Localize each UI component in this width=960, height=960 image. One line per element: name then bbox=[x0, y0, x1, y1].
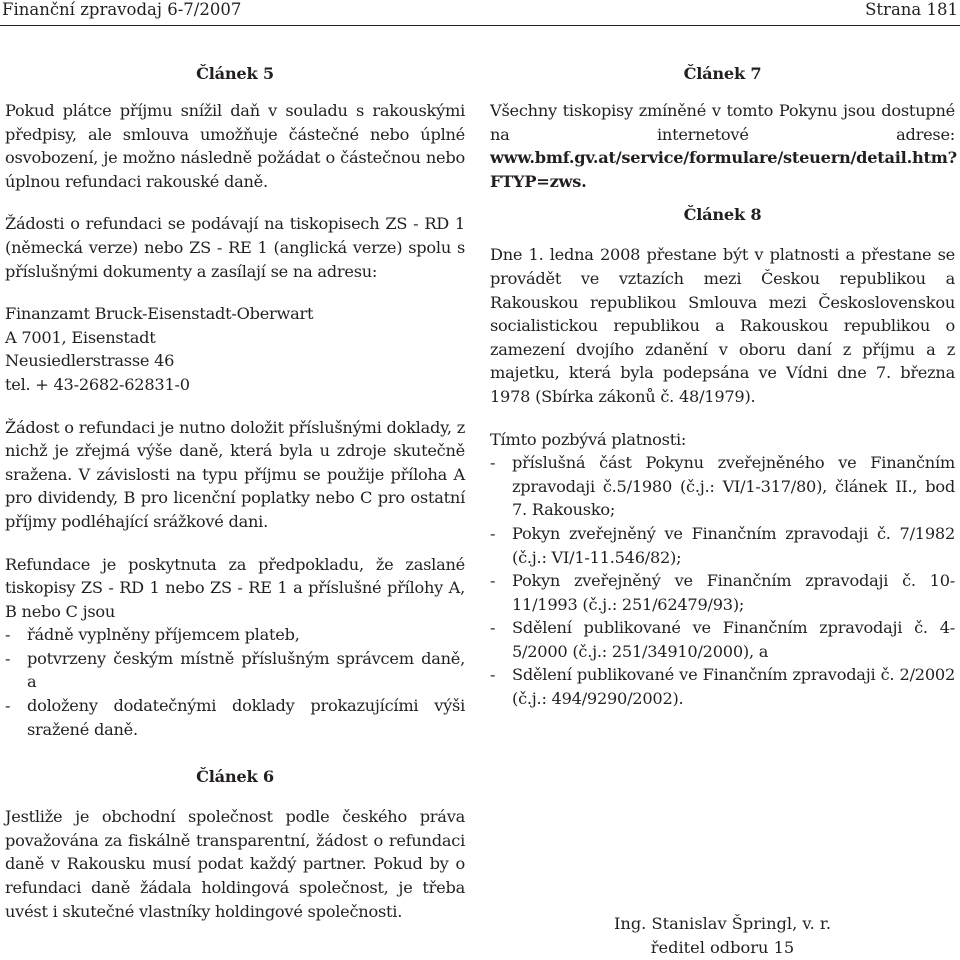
list-item bbox=[490, 522, 955, 569]
address-line: Finanzamt Bruck-Eisenstadt-Oberwart bbox=[5, 304, 314, 324]
list-marker: - bbox=[5, 625, 11, 645]
list-marker: - bbox=[5, 696, 11, 716]
list-item bbox=[5, 694, 465, 741]
list-marker: - bbox=[490, 571, 496, 591]
list-item-text: doloženy dodatečnými doklady prokazujícími výši sražené daně. bbox=[27, 696, 465, 739]
article-7-heading: Článek 7 bbox=[683, 64, 762, 83]
list-item bbox=[490, 663, 955, 710]
list-item bbox=[490, 616, 955, 663]
signature-block bbox=[490, 912, 955, 959]
address-line: A 7001, Eisenstadt bbox=[5, 327, 156, 347]
list-item-text: příslušná část Pokynu zveřejněného ve Finančním zpravodaji č.5/1980 (č.j.: VI/1-317/80), článek II., bod 7. Rakousko; bbox=[512, 453, 955, 520]
list-item bbox=[5, 647, 465, 694]
publication-title: Finanční zpravodaj 6-7/2007 bbox=[2, 0, 242, 19]
article-5-heading: Článek 5 bbox=[196, 64, 274, 83]
list-marker: - bbox=[5, 648, 11, 668]
list-marker: - bbox=[490, 618, 496, 638]
address-block bbox=[5, 302, 465, 396]
article-5-list bbox=[5, 623, 465, 741]
article-7-paragraph bbox=[490, 99, 955, 193]
article-6-heading: Článek 6 bbox=[196, 767, 274, 787]
page-number: Strana 181 bbox=[865, 0, 958, 19]
list-item-text: potvrzeny českým místně příslušným správcem daně, a bbox=[27, 648, 465, 692]
left-column bbox=[5, 60, 465, 923]
signatory-title: ředitel odboru 15 bbox=[650, 937, 795, 957]
list-item bbox=[5, 623, 465, 647]
address-line: Neusiedlerstrasse 46 bbox=[5, 351, 175, 371]
article-8-heading: Článek 8 bbox=[683, 205, 762, 225]
article-8-paragraph-1: Dne 1. ledna 2008 přestane být v platnosti a přestane se provádět ve vztazích mezi Českou republikou a Rakouskou republikou Smlouva mezi Československou socialistickou republikou a Rakouskou republikou o zamezení dvojího zdanění v oboru daní z příjmu a z majetku, která byla podepsána ve Vídni dne 7. března 1978 (Sbírka zákonů č. 48/1979). bbox=[490, 245, 955, 406]
article-5-paragraph-1: Pokud plátce příjmu snížil daň v souladu s rakouskými předpisy, ale smlouva umožňuje částečné nebo úplné osvobození, je možno následně požádat o částečnou nebo úplnou refundaci rakouské daně. bbox=[5, 101, 465, 191]
article-5-paragraph-2: Žádosti o refundaci se podávají na tiskopisech ZS - RD 1 (německá verze) nebo ZS - RE 1 (anglická verze) spolu s příslušnými dokumenty a zasílají se na adresu: bbox=[5, 214, 465, 281]
article-5-paragraph-4: Refundace je poskytnuta za předpokladu, že zaslané tiskopisy ZS - RD 1 nebo ZS - RE 1 a příslušné přílohy A, B nebo C jsou bbox=[5, 554, 465, 621]
list-marker: - bbox=[490, 665, 496, 685]
forms-url-link[interactable]: www.bmf.gv.at/service/formulare/steuern/detail.htm?FTYP=zws. bbox=[490, 148, 957, 191]
list-item-text: řádně vyplněny příjemcem plateb, bbox=[27, 625, 300, 645]
list-item-text: Sdělení publikované ve Finančním zpravodaji č. 4-5/2000 (č.j.: 251/34910/2000), a bbox=[512, 618, 955, 661]
list-item bbox=[490, 451, 955, 522]
list-item-text: Sdělení publikované ve Finančním zpravodaji č. 2/2002 (č.j.: 494/9290/2002). bbox=[512, 665, 955, 709]
signatory-name: Ing. Stanislav Špringl, v. r. bbox=[614, 914, 831, 933]
list-item-text: Pokyn zveřejněný ve Finančním zpravodaji č. 7/1982 (č.j.: VI/1-11.546/82); bbox=[512, 523, 955, 567]
article-7-text: Všechny tiskopisy zmíněné v tomto Pokynu jsou dostupné na internetové adrese: bbox=[490, 101, 955, 144]
address-phone: tel. + 43-2682-62831-0 bbox=[5, 374, 190, 394]
article-8-list bbox=[490, 451, 955, 711]
article-6-paragraph: Jestliže je obchodní společnost podle českého práva považována za fiskálně transparentní, žádost o refundaci daně v Rakousku musí podat každý partner. Pokud by o refundaci daně žádala holdingová společnost, je třeba uvést i skutečné vlastníky holdingové společnosti. bbox=[5, 807, 465, 921]
list-item-text: Pokyn zveřejněný ve Finančním zpravodaji č. 10-11/1993 (č.j.: 251/62479/93); bbox=[512, 571, 955, 614]
list-marker: - bbox=[490, 523, 496, 543]
list-marker: - bbox=[490, 453, 496, 473]
article-8-paragraph-2: Tímto pozbývá platnosti: bbox=[490, 429, 687, 449]
article-5-paragraph-3: Žádost o refundaci je nutno doložit příslušnými doklady, z nichž je zřejmá výše daně, která byla u zdroje skutečně sražena. V závislosti na typu příjmu se použije příloha A pro dividendy, B pro licenční poplatky nebo C pro ostatní příjmy podléhající srážkové dani. bbox=[5, 417, 465, 531]
list-item bbox=[490, 569, 955, 616]
right-column bbox=[490, 60, 955, 711]
page-header bbox=[0, 0, 960, 26]
